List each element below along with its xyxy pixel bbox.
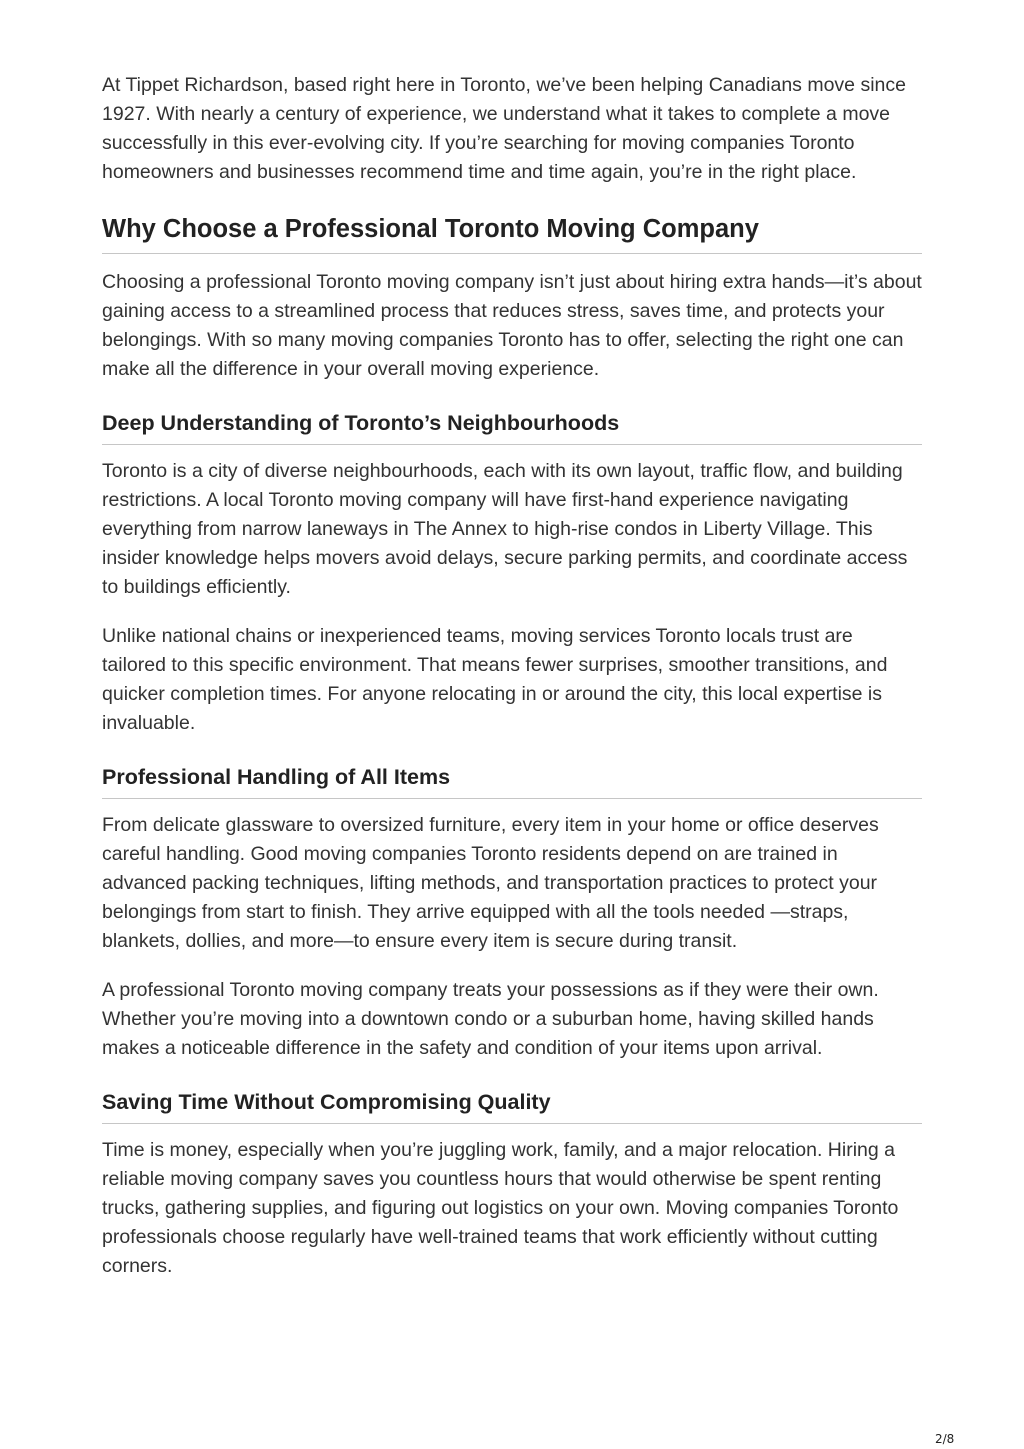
section-neighbourhoods <box>102 408 922 738</box>
handling-paragraph-1: From delicate glassware to oversized furniture, every item in your home or office deserves careful handling. Good moving companies Toronto residents depend on are trained in advanced packing techniques, lifting methods, and transportation practices to protect your belongings from start to finish. They arrive equipped with all the tools needed —straps, blankets, dollies, and more—to ensure every item is secure during transit. <box>102 814 879 952</box>
why-choose-paragraph: Choosing a professional Toronto moving company isn’t just about hiring extra hands—it’s about gaining access to a streamlined process that reduces stress, saves time, and protects your belongings. With so many moving companies Toronto has to offer, selecting the right one can make all the difference in your overall moving experience. <box>102 271 922 380</box>
neighbourhoods-paragraph-2: Unlike national chains or inexperienced teams, moving services Toronto locals trust are tailored to this specific environment. That means fewer surprises, smoother transitions, and quicker completion times. For anyone relocating in or around the city, this local expertise is invaluable. <box>102 625 888 734</box>
intro-paragraph: At Tippet Richardson, based right here in Toronto, we’ve been helping Canadians move since 1927. With nearly a century of experience, we understand what it takes to complete a move successfully in this ever-evolving city. If you’re searching for moving companies Toronto homeowners and businesses recommend time and time again, you’re in the right place. <box>102 74 906 183</box>
section-handling <box>102 762 922 1063</box>
section-heading-why-choose: Why Choose a Professional Toronto Moving Company <box>102 213 922 254</box>
section-why-choose <box>102 213 922 384</box>
neighbourhoods-paragraph-1: Toronto is a city of diverse neighbourhoods, each with its own layout, traffic flow, and building restrictions. A local Toronto moving company will have first-hand experience navigating everything from narrow laneways in The Annex to high-rise condos in Liberty Village. This insider knowledge helps movers avoid delays, secure parking permits, and coordinate access to buildings efficiently. <box>102 460 908 598</box>
subsection-heading-handling: Professional Handling of All Items <box>102 762 922 799</box>
saving-time-paragraph: Time is money, especially when you’re juggling work, family, and a major relocation. Hiring a reliable moving company saves you countless hours that would otherwise be spent renting trucks, gathering supplies, and figuring out logistics on your own. Moving companies Toronto professionals choose regularly have well-trained teams that work efficiently without cutting corners. <box>102 1139 899 1277</box>
subsection-heading-saving-time: Saving Time Without Compromising Quality <box>102 1087 922 1124</box>
section-saving-time <box>102 1087 922 1281</box>
handling-paragraph-2: A professional Toronto moving company treats your possessions as if they were their own. Whether you’re moving into a downtown condo or a suburban home, having skilled hands makes a noticeable difference in the safety and condition of your items upon arrival. <box>102 979 879 1059</box>
document-page <box>102 71 922 1301</box>
subsection-heading-neighbourhoods: Deep Understanding of Toronto’s Neighbourhoods <box>102 408 922 445</box>
page-number: 2/8 <box>935 1432 955 1446</box>
